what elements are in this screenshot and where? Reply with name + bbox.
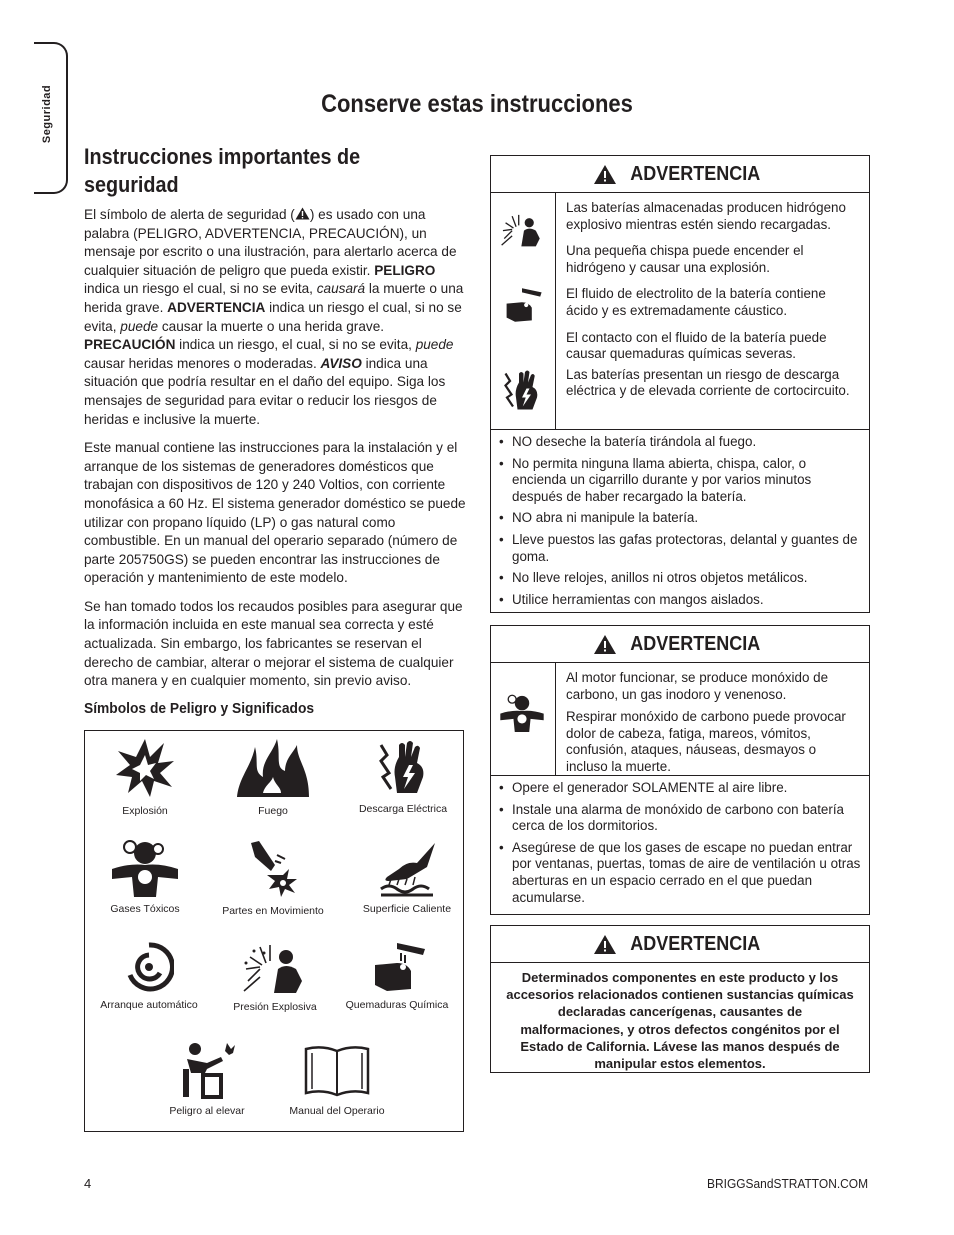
warning-box-california [490,925,870,1073]
explosion-icon [114,737,176,799]
warning-triangle-icon [593,164,617,185]
symbol-electric-shock: Descarga Eléctrica [343,737,463,815]
fire-icon [233,737,313,799]
electric-shock-icon [501,363,543,417]
intro-text [84,206,466,701]
symbol-operator-manual: Manual del Operario [277,1041,397,1117]
list-item: • Instale una alarma de monóxido de carbono con batería cerca de los dormitorios. [497,802,861,835]
toxic-gas-icon [110,839,180,897]
warning-bullets [491,430,869,615]
list-item: • NO deseche la batería tirándola al fuego. [497,434,861,451]
chemical-burn-icon [367,941,427,993]
electric-shock-icon [375,737,431,797]
warning-header: ADVERTENCIA [491,926,869,963]
operator-manual-icon [302,1041,372,1099]
intro-paragraph-2: Este manual contiene las instrucciones para la instalación y el arranque de los sistemas de generadores domésticos que trabajan con dispositivos de 120 y 240 Voltios, con corriente monofásica a 60 Hz. El sistema generador doméstico se puede utilizar con propano líquido (LP) o gas natural como combustible. En un manual del operario separado (número de parte 205750GS) se pueden encontrar las instrucciones de operación y mantenimiento de este modelo. [84,440,466,586]
warning-text: Las baterías almacenadas producen hidrógeno explosivo mientras estén siendo recargadas. Una pequeña chispa puede encender el hidrógeno y causar una explosión. El fluido de electrolito de la batería contiene ácido y es extremadamente cáustico. El contacto con el fluido de la batería puede causar quemaduras químicas severas. Las baterías presentan un riesgo de descarga eléctrica y de elevada corriente de cortocircuito. [566,200,850,399]
list-item: • Utilice herramientas con mangos aislados. [497,592,861,609]
warning-text: Al motor funcionar, se produce monóxido de carbono, un gas inodoro y venenoso. Respirar monóxido de carbono puede provocar dolor de cabeza, fatiga, mareos, vómitos, confusión, ataques, náuseas, desmayos o incluso la muerte. [566,670,846,774]
warning-row [491,193,869,430]
symbol-lifting-hazard: Peligro al elevar [147,1041,267,1117]
warning-header: ADVERTENCIA [491,626,869,663]
symbol-hot-surface: Superficie Caliente [347,839,467,915]
warning-box-battery [490,155,870,613]
hot-surface-icon [377,839,437,897]
website-url: BRIGGSandSTRATTON.COM [706,1176,868,1191]
symbol-explosion: Explosión [85,737,205,817]
section-title: Instrucciones importantes de seguridad [84,144,361,197]
auto-start-icon [124,941,174,993]
page-title: Conserve estas instrucciones [321,90,633,118]
explosive-pressure-icon [499,209,545,251]
intro-paragraph-1: El símbolo de alerta de seguridad ( ) es usado con una palabra (PELIGRO, ADVERTENCIA, PRECAUCIÓN), un mensaje por escrito o una ilustración, para alertarlo acerca de cualquier situación de peligro que pueda existir. PELIGRO indica un riesgo el cual, si no se evita, causará la muerte o una herida grave. ADVERTENCIA indica un riesgo el cual, si no se evita, puede causar la muerte o una herida grave. PRECAUCIÓN indica un riesgo, el cual, si no se evita, puede causar heridas menores o moderadas. AVISO indica una situación que podría resultar en el daño del equipo. Siga los mensajes de seguridad para evitar o reducir los riesgos de heridas e inclusive la muerte. [84,207,464,427]
intro-paragraph-3: Se han tomado todos los recaudos posibles para asegurar que la información incluida en este manual sea correcta y esté actualizada. Sin embargo, los fabricantes se reservan el derecho de cambiar, alterar o mejorar el sistema de cualquier otra manera y en cualquier momento, sin previo aviso. [84,598,463,689]
warning-triangle-icon [593,934,617,955]
symbol-explosive-pressure: Presión Explosiva [215,941,335,1013]
symbol-chemical-burn: Quemaduras Química [337,941,457,1011]
list-item: • No lleve relojes, anillos ni otros objetos metálicos. [497,570,861,587]
symbol-auto-start: Arranque automático [89,941,209,1011]
page-number: 4 [84,1176,92,1191]
list-item: • No permita ninguna llama abierta, chispa, calor, o encienda un cigarrillo durante y por varios minutos después de haber recargado la batería. [497,456,861,506]
warning-box-carbon-monoxide [490,625,870,915]
warning-icons [491,663,556,775]
symbol-moving-parts: Partes en Movimiento [213,839,333,917]
list-item: • Opere el generador SOLAMENTE al aire libre. [497,780,861,797]
symbols-title: Símbolos de Peligro y Significados [84,700,315,717]
symbol-toxic-gas: Gases Tóxicos [85,839,205,915]
warning-row [491,663,869,776]
toxic-gas-icon [499,693,545,733]
moving-parts-icon [245,839,301,899]
warning-header: ADVERTENCIA [491,156,869,193]
side-tab-label: Seguridad [41,84,54,144]
list-item: • Asegúrese de que los gases de escape no puedan entrar por ventanas, puertas, tomas de aire de ventilación u otras aberturas en un espacio cerrado en el que puedan acumularse. [497,840,861,906]
warning-text: Determinados componentes en este producto y los accesorios relacionados contienen sustancias químicas declaradas cancerígenas, causantes de malformaciones, y otros defectos congénitos por el Estado de California. Lávese las manos después de manipular estos elementos. [506,970,854,1072]
safety-alert-icon [295,207,310,220]
lifting-hazard-icon [177,1041,237,1099]
warning-triangle-icon [593,634,617,655]
symbol-fire: Fuego [213,737,333,817]
warning-bullets [491,776,869,913]
list-item: • Lleve puestos las gafas protectoras, delantal y guantes de goma. [497,532,861,565]
explosive-pressure-icon [240,941,310,995]
warning-icons [491,193,556,429]
chemical-burn-icon [501,285,543,325]
list-item: • NO abra ni manipule la batería. [497,510,861,527]
hazard-symbols-box [84,730,464,1132]
